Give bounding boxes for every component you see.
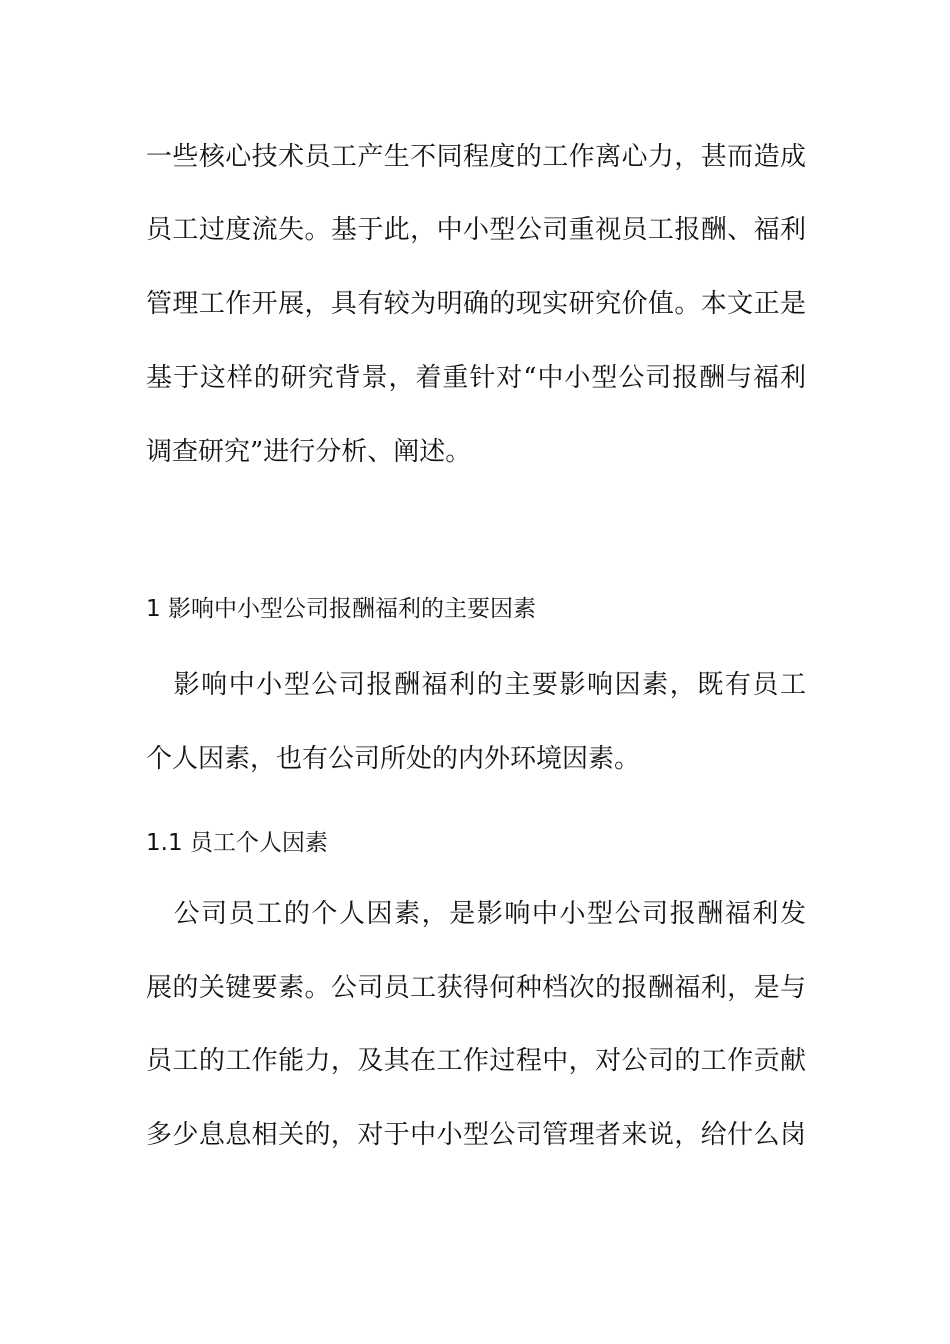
paragraph-line: 员工的工作能力，及其在工作过程中，对公司的工作贡献 [146,1046,806,1076]
paragraph-line: 公司员工的个人因素，是影响中小型公司报酬福利发 [146,899,806,929]
paragraph-line: 多少息息相关的，对于中小型公司管理者来说，给什么岗 [146,1120,806,1150]
subsection-heading: 1.1 员工个人因素 [146,830,328,856]
section-heading: 1 影响中小型公司报酬福利的主要因素 [146,596,536,622]
paragraph-line: 员工过度流失。基于此，中小型公司重视员工报酬、福利 [146,215,806,245]
paragraph-line: 调查研究”进行分析、阐述。 [146,437,472,467]
paragraph-line: 个人因素，也有公司所处的内外环境因素。 [146,744,641,774]
paragraph-line: 基于这样的研究背景，着重针对“中小型公司报酬与福利 [146,363,806,393]
paragraph-line: 展的关键要素。公司员工获得何种档次的报酬福利，是与 [146,973,806,1003]
paragraph-line: 管理工作开展，具有较为明确的现实研究价值。本文正是 [146,289,806,319]
paragraph-line: 影响中小型公司报酬福利的主要影响因素，既有员工 [146,670,806,700]
paragraph-line: 一些核心技术员工产生不同程度的工作离心力，甚而造成 [146,142,806,172]
